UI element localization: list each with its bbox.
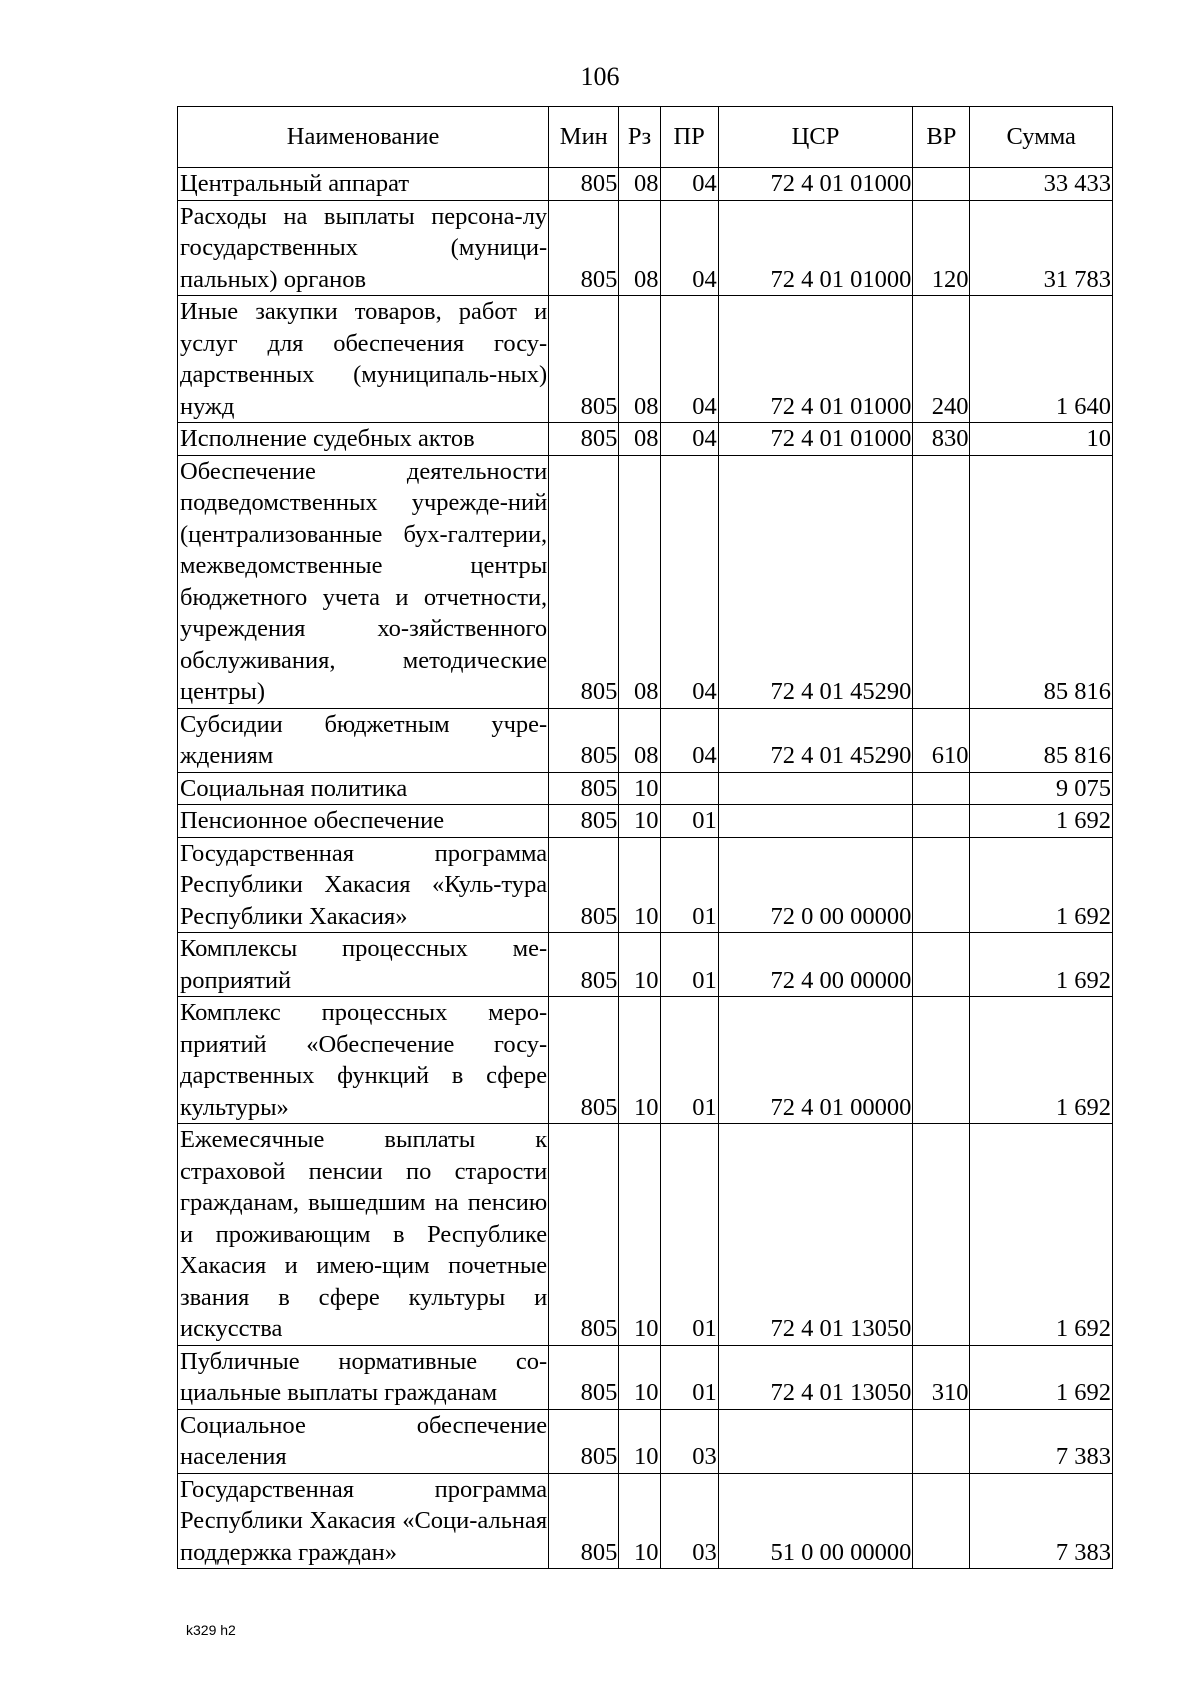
row-pr: 04 — [660, 168, 718, 201]
row-min: 805 — [549, 708, 619, 772]
row-pr: 01 — [660, 805, 718, 838]
row-rz: 10 — [619, 837, 660, 933]
row-csr: 72 4 01 01000 — [718, 200, 913, 296]
row-name: Государственная программа Республики Хакасия «Куль-тура Республики Хакасия» — [178, 837, 549, 933]
row-name: Иные закупки товаров, работ и услуг для обеспечения госу-дарственных (муниципаль-ных) нужд — [178, 296, 549, 423]
row-sum: 85 816 — [970, 708, 1113, 772]
row-csr: 72 4 01 45290 — [718, 708, 913, 772]
row-vr — [913, 805, 970, 838]
row-name: Пенсионное обеспечение — [178, 805, 549, 838]
row-vr — [913, 1473, 970, 1569]
row-vr — [913, 772, 970, 805]
row-vr — [913, 1409, 970, 1473]
header-vr: ВР — [913, 107, 970, 168]
row-name: Государственная программа Республики Хакасия «Соци-альная поддержка граждан» — [178, 1473, 549, 1569]
row-name: Ежемесячные выплаты к страховой пенсии по старости гражданам, вышедшим на пенсию и проживающим в Республике Хакасия и имею-щим почетные звания в сфере культуры и искусства — [178, 1124, 549, 1346]
row-csr: 72 4 01 00000 — [718, 997, 913, 1124]
table-row — [178, 455, 1113, 708]
row-name: Субсидии бюджетным учре-ждениям — [178, 708, 549, 772]
row-csr: 72 0 00 00000 — [718, 837, 913, 933]
page-number: 106 — [580, 62, 620, 91]
row-pr — [660, 772, 718, 805]
row-csr: 72 4 00 00000 — [718, 933, 913, 997]
row-vr — [913, 168, 970, 201]
row-csr — [718, 805, 913, 838]
table-row — [178, 1345, 1113, 1409]
row-min: 805 — [549, 933, 619, 997]
header-pr: ПР — [660, 107, 718, 168]
row-rz: 10 — [619, 933, 660, 997]
row-sum: 1 692 — [970, 837, 1113, 933]
row-pr: 04 — [660, 296, 718, 423]
row-csr: 72 4 01 13050 — [718, 1124, 913, 1346]
row-sum: 10 — [970, 423, 1113, 456]
table-row — [178, 708, 1113, 772]
footer-code: k329 h2 — [186, 1622, 236, 1638]
table-body — [178, 168, 1113, 1569]
row-min: 805 — [549, 772, 619, 805]
row-rz: 08 — [619, 296, 660, 423]
row-csr — [718, 772, 913, 805]
table-row — [178, 805, 1113, 838]
row-pr: 03 — [660, 1473, 718, 1569]
row-min: 805 — [549, 997, 619, 1124]
table-row — [178, 837, 1113, 933]
row-csr: 51 0 00 00000 — [718, 1473, 913, 1569]
table-row — [178, 1124, 1113, 1346]
row-sum: 33 433 — [970, 168, 1113, 201]
table-row — [178, 296, 1113, 423]
row-csr: 72 4 01 45290 — [718, 455, 913, 708]
row-sum: 85 816 — [970, 455, 1113, 708]
row-min: 805 — [549, 805, 619, 838]
row-rz: 08 — [619, 423, 660, 456]
row-rz: 08 — [619, 455, 660, 708]
row-vr: 830 — [913, 423, 970, 456]
row-min: 805 — [549, 1345, 619, 1409]
row-name: Расходы на выплаты персона-лу государственных (муници-пальных) органов — [178, 200, 549, 296]
table-row — [178, 933, 1113, 997]
table-row — [178, 1473, 1113, 1569]
row-name: Социальная политика — [178, 772, 549, 805]
header-rz: Рз — [619, 107, 660, 168]
row-pr: 01 — [660, 933, 718, 997]
row-rz: 08 — [619, 708, 660, 772]
row-sum: 1 692 — [970, 997, 1113, 1124]
row-pr: 03 — [660, 1409, 718, 1473]
row-pr: 04 — [660, 423, 718, 456]
row-name: Социальное обеспечение населения — [178, 1409, 549, 1473]
row-vr — [913, 997, 970, 1124]
row-pr: 04 — [660, 200, 718, 296]
row-min: 805 — [549, 837, 619, 933]
row-min: 805 — [549, 1409, 619, 1473]
budget-table — [177, 106, 1113, 1569]
row-sum: 1 640 — [970, 296, 1113, 423]
row-sum: 1 692 — [970, 933, 1113, 997]
table-row — [178, 200, 1113, 296]
row-name: Центральный аппарат — [178, 168, 549, 201]
row-pr: 04 — [660, 455, 718, 708]
row-vr: 120 — [913, 200, 970, 296]
row-csr: 72 4 01 01000 — [718, 296, 913, 423]
row-sum: 31 783 — [970, 200, 1113, 296]
row-vr: 610 — [913, 708, 970, 772]
row-min: 805 — [549, 455, 619, 708]
row-rz: 10 — [619, 1345, 660, 1409]
row-sum: 1 692 — [970, 1345, 1113, 1409]
row-min: 805 — [549, 168, 619, 201]
table-row — [178, 168, 1113, 201]
table-header-row — [178, 107, 1113, 168]
row-pr: 01 — [660, 1345, 718, 1409]
row-csr — [718, 1409, 913, 1473]
row-pr: 01 — [660, 1124, 718, 1346]
row-sum: 9 075 — [970, 772, 1113, 805]
row-name: Обеспечение деятельности подведомственных учрежде-ний (централизованные бух-галтерии, межведомственные центры бюджетного учета и отчетности, учреждения хо-зяйственного обслуживания, методические центры) — [178, 455, 549, 708]
header-csr: ЦСР — [718, 107, 913, 168]
row-csr: 72 4 01 01000 — [718, 168, 913, 201]
row-min: 805 — [549, 1473, 619, 1569]
row-min: 805 — [549, 200, 619, 296]
row-sum: 1 692 — [970, 805, 1113, 838]
row-rz: 10 — [619, 1124, 660, 1346]
row-pr: 04 — [660, 708, 718, 772]
row-rz: 08 — [619, 168, 660, 201]
table-row — [178, 772, 1113, 805]
row-min: 805 — [549, 1124, 619, 1346]
row-vr: 240 — [913, 296, 970, 423]
row-rz: 08 — [619, 200, 660, 296]
row-csr: 72 4 01 13050 — [718, 1345, 913, 1409]
row-pr: 01 — [660, 837, 718, 933]
row-name: Исполнение судебных актов — [178, 423, 549, 456]
row-sum: 7 383 — [970, 1473, 1113, 1569]
row-vr — [913, 1124, 970, 1346]
row-pr: 01 — [660, 997, 718, 1124]
row-rz: 10 — [619, 772, 660, 805]
row-sum: 7 383 — [970, 1409, 1113, 1473]
table-row — [178, 997, 1113, 1124]
row-rz: 10 — [619, 1473, 660, 1569]
row-rz: 10 — [619, 997, 660, 1124]
row-sum: 1 692 — [970, 1124, 1113, 1346]
row-vr — [913, 455, 970, 708]
row-name: Комплексы процессных ме-роприятий — [178, 933, 549, 997]
row-vr: 310 — [913, 1345, 970, 1409]
row-rz: 10 — [619, 1409, 660, 1473]
header-sum: Сумма — [970, 107, 1113, 168]
row-name: Публичные нормативные со-циальные выплаты гражданам — [178, 1345, 549, 1409]
row-min: 805 — [549, 423, 619, 456]
table-row — [178, 1409, 1113, 1473]
table-row — [178, 423, 1113, 456]
row-name: Комплекс процессных меро-приятий «Обеспечение госу-дарственных функций в сфере культуры» — [178, 997, 549, 1124]
row-min: 805 — [549, 296, 619, 423]
row-rz: 10 — [619, 805, 660, 838]
row-csr: 72 4 01 01000 — [718, 423, 913, 456]
row-vr — [913, 837, 970, 933]
header-name: Наименование — [178, 107, 549, 168]
row-vr — [913, 933, 970, 997]
header-min: Мин — [549, 107, 619, 168]
